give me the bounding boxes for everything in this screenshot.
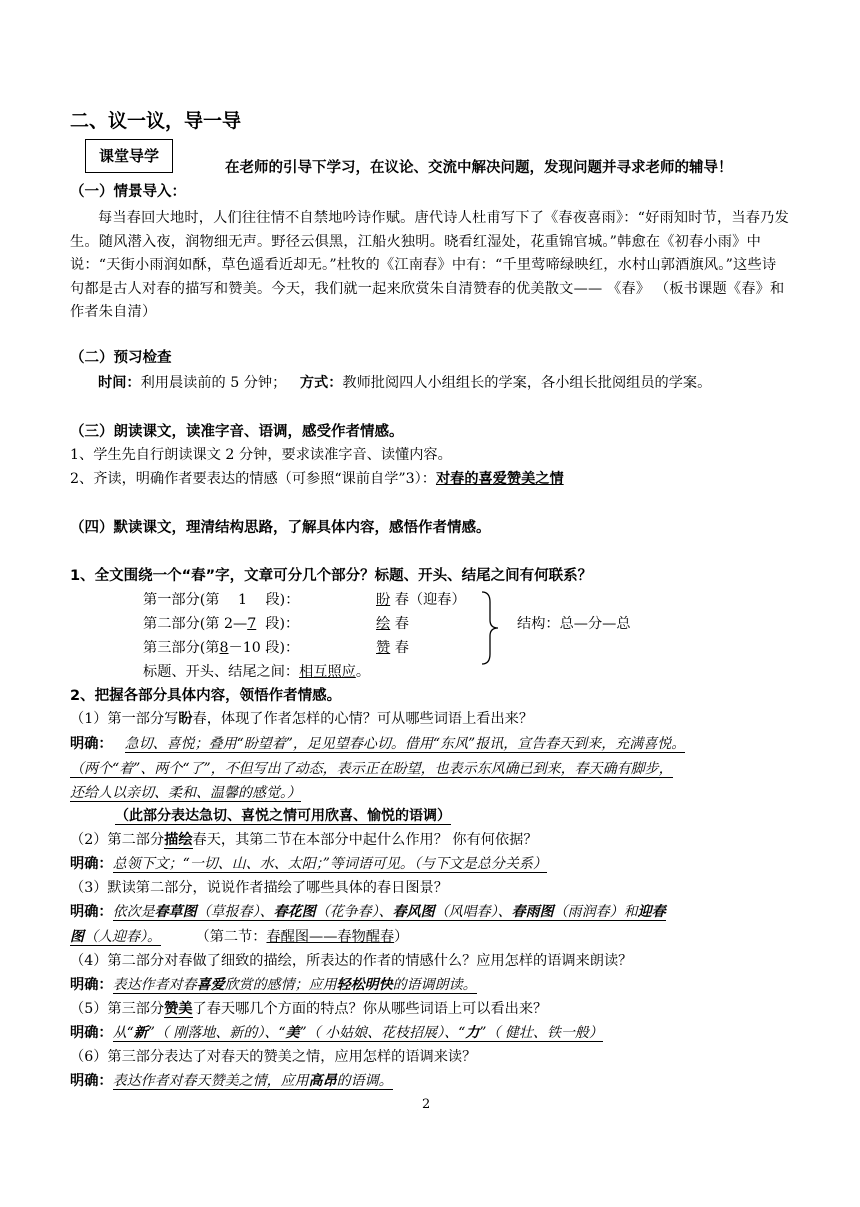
row2-label-b: 段)：	[265, 616, 300, 632]
structure-row-3	[143, 637, 299, 657]
sub5-k1: 新	[133, 1025, 148, 1041]
row1-rest: 春（迎春）	[394, 592, 466, 608]
sub3-note-c: ）	[394, 929, 409, 945]
sub3-p4: （雨润春）和	[553, 904, 638, 920]
sub2-answer	[70, 853, 547, 873]
sub4-c: 的语调朗读。	[392, 977, 477, 993]
question-2: 2、把握各部分具体内容，领悟作者情感。	[70, 688, 342, 704]
sub4-answer	[70, 974, 477, 994]
sub1-q-b: 春，体现了作者怎样的心情？可从哪些词语上看出来？	[192, 711, 534, 727]
sub5-q-key: 赞美	[164, 1001, 193, 1017]
sub4-a: 表达作者对春	[112, 977, 197, 993]
row1-num: 1	[237, 592, 247, 608]
structure-row-2	[143, 613, 299, 633]
time-value: 利用晨读前的 5 分钟；	[140, 375, 287, 391]
answer-label: 明确：	[70, 904, 113, 920]
row1-key: 盼	[376, 592, 391, 608]
sub1-answer-2: （两个“着”、两个“了”，不但写出了动态，表示正在盼望，也表示东风确已到来，春天确有脚步，	[70, 761, 673, 777]
sub3-a2-p: （人迎春）。	[84, 929, 161, 945]
sub3-k4: 春雨图	[511, 904, 554, 920]
sub1-q-a: （1）第一部分写	[70, 711, 179, 727]
structure-summary: 结构：总—分—总	[517, 616, 631, 632]
sub3-k5: 迎春	[637, 904, 666, 920]
sub5-k3: 力	[465, 1025, 480, 1041]
part3-item1: 1、学生先自行朗读课文 2 分钟，要求读准字音、读懂内容。	[70, 447, 452, 463]
intro-paragraph: 每当春回大地时，人们往往情不自禁地吟诗作赋。唐代诗人杜甫写下了《春夜喜雨》：“好雨知时节，当春乃发生。随风潜入夜，润物细无声。野径云俱黑，江船火独明。晓看红湿处，花重锦官城。”韩愈在《初春小雨》中说：“天街小雨润如酥，草色遥看近却无。”杜牧的《江南春》中有：“千里莺啼绿映红，水村山郭酒旗风。”这些诗句都是古人对春的描写和赞美。今天，我们就一起来欣赏朱自清赞春的优美散文—— 《春》 （板书课题《春》和作者朱自清）	[70, 210, 789, 320]
sub2-q-key: 描绘	[164, 832, 193, 848]
structure-row-2-value	[376, 613, 409, 633]
right-brace-icon	[478, 590, 502, 666]
sub6-question: （6）第三部分表达了对春天的赞美之情，应用怎样的语调来读？	[70, 1049, 477, 1065]
sub5-answer	[70, 1022, 603, 1042]
row3-key: 赞	[376, 640, 391, 656]
sub1-question	[70, 708, 533, 728]
method-label: 方式：	[299, 375, 343, 391]
sub5-k2: 美	[285, 1025, 300, 1041]
row2-label: 第二部分(第 2—	[143, 616, 248, 632]
section-title: 二、议一议，导一导	[70, 110, 242, 132]
answer-label: 明确：	[70, 736, 113, 752]
sub3-pre: 依次是	[112, 904, 155, 920]
part3-heading: （三）朗读课文，读准字音、语调，感受作者情感。	[70, 424, 404, 440]
sub4-question: （4）第二部分对春做了细致的描绘，所表达的作者的情感什么？应用怎样的语调来朗读？	[70, 953, 633, 969]
row3-label: 第三部分(第	[143, 640, 220, 656]
row2-key: 绘	[376, 616, 391, 632]
sub5-answer-text	[113, 1025, 603, 1042]
relation-end: 。	[355, 664, 371, 680]
sub5-a: 从“	[112, 1025, 134, 1041]
sub3-answer-line-1	[70, 901, 666, 921]
sub1-answer-3: 还给人以亲切、柔和、温馨的感觉。）	[70, 785, 301, 801]
sub6-b: 的语调。	[336, 1073, 393, 1089]
sub1-note-text: （此部分表达急切、喜悦之情可用欣喜、愉悦的语调）	[115, 808, 451, 824]
sub3-k3: 春风图	[392, 904, 435, 920]
sub3-note-b: 春醒图——春物醒春	[266, 929, 395, 945]
sub1-answer-line-3	[70, 782, 301, 802]
sub3-p1: （草报春）、	[196, 904, 274, 920]
answer-label: 明确：	[70, 856, 113, 872]
relation-value: 相互照应	[299, 664, 356, 680]
sub4-answer-text	[113, 977, 477, 994]
row1-label-b: 段)：	[265, 592, 300, 608]
sub3-question: （3）默读第二部分，说说作者描绘了哪些具体的春日图景？	[70, 880, 448, 896]
sub1-note	[115, 805, 451, 825]
sub3-a2-k: 图	[70, 929, 84, 945]
sub6-k: 高昂	[308, 1073, 337, 1089]
sub4-b: 欣赏的感情；应用	[224, 977, 337, 993]
sub3-p3: （风唱春）、	[434, 904, 512, 920]
sub6-answer	[70, 1070, 393, 1090]
structure-row-1	[143, 589, 299, 609]
sub5-q-a: （5）第三部分	[70, 1001, 165, 1017]
method-value: 教师批阅四人小组组长的学案，各小组长批阅组员的学案。	[342, 375, 712, 391]
sub4-k2: 轻松明快	[336, 977, 393, 993]
part1-heading: （一）情景导入：	[70, 184, 186, 200]
part4-heading: （四）默读课文，理清结构思路，了解具体内容，感悟作者情感。	[70, 520, 491, 536]
structure-row-3-value	[376, 637, 409, 657]
sub5-q-b: 了春天哪几个方面的特点？你从哪些词语上可以看出来？	[192, 1001, 548, 1017]
row2-num: 7	[247, 616, 257, 632]
intro-line: 在老师的引导下学习，在议论、交流中解决问题，发现问题并寻求老师的辅导！	[225, 159, 733, 176]
sub6-a: 表达作者对春天赞美之情，应用	[112, 1073, 309, 1089]
answer-label: 明确：	[70, 977, 113, 993]
sub2-q-a: （2）第二部分	[70, 832, 165, 848]
page-number: 2	[422, 1097, 431, 1112]
sub1-answer-line-2	[70, 758, 673, 778]
preview-check-line	[98, 372, 711, 392]
relation-label: 标题、开头、结尾之间：	[143, 664, 300, 680]
classroom-guide-box: 课堂导学	[85, 139, 173, 173]
part2-heading: （二）预习检查	[70, 350, 172, 366]
row3-rest: 春	[394, 640, 409, 656]
row2-rest: 春	[394, 616, 409, 632]
sub6-answer-text	[113, 1073, 393, 1090]
time-label: 时间：	[98, 375, 141, 391]
sub3-answer-2	[70, 929, 161, 946]
sub3-k2: 春花图	[273, 904, 316, 920]
question-1: 1、全文围绕一个“春”字，文章可分几个部分？标题、开头、结尾之间有何联系？	[70, 568, 593, 584]
answer-label: 明确：	[70, 1025, 113, 1041]
sub3-answer-line-2	[70, 926, 408, 946]
relation-line	[143, 661, 370, 681]
part3-item2	[70, 468, 564, 488]
sub1-q-key: 盼	[178, 711, 193, 727]
sub3-answer-1	[113, 904, 666, 921]
row3-num: 8	[219, 640, 229, 656]
item2-prefix: 2、齐读，明确作者要表达的情感（可参照“课前自学”3）：	[70, 471, 436, 487]
sub5-b: ”（ 刚落地、新的）、“	[147, 1025, 286, 1041]
sub1-answer-line-1	[70, 733, 685, 753]
sub4-k1: 喜爱	[196, 977, 225, 993]
sub2-answer-text: 总领下文；“一切、山、水、太阳；”等词语可见。（与下文是总分关系）	[112, 856, 547, 872]
sub2-question	[70, 829, 538, 849]
row3-label-b: －10 段)：	[228, 640, 300, 656]
sub3-note-a: （第二节：	[195, 929, 267, 945]
sub5-d: ”（ 健壮、铁一般）	[479, 1025, 603, 1041]
sub1-answer-1: 急切、喜悦；叠用“盼望着”，足见望春心切。借用“东风”报讯，宣告春天到来，充满喜悦。	[124, 736, 686, 752]
answer-label: 明确：	[70, 1073, 113, 1089]
sub3-p2: （花争春）、	[315, 904, 393, 920]
sub5-question	[70, 998, 547, 1018]
item2-answer: 对春的喜爱赞美之情	[435, 471, 564, 487]
sub2-q-b: 春天，其第二节在本部分中起什么作用？ 你有何依据？	[192, 832, 538, 848]
row1-label: 第一部分(第	[143, 592, 220, 608]
structure-row-1-value	[376, 589, 466, 609]
sub3-k1: 春草图	[154, 904, 197, 920]
sub5-c: ”（ 小姑娘、花枝招展）、“	[299, 1025, 466, 1041]
